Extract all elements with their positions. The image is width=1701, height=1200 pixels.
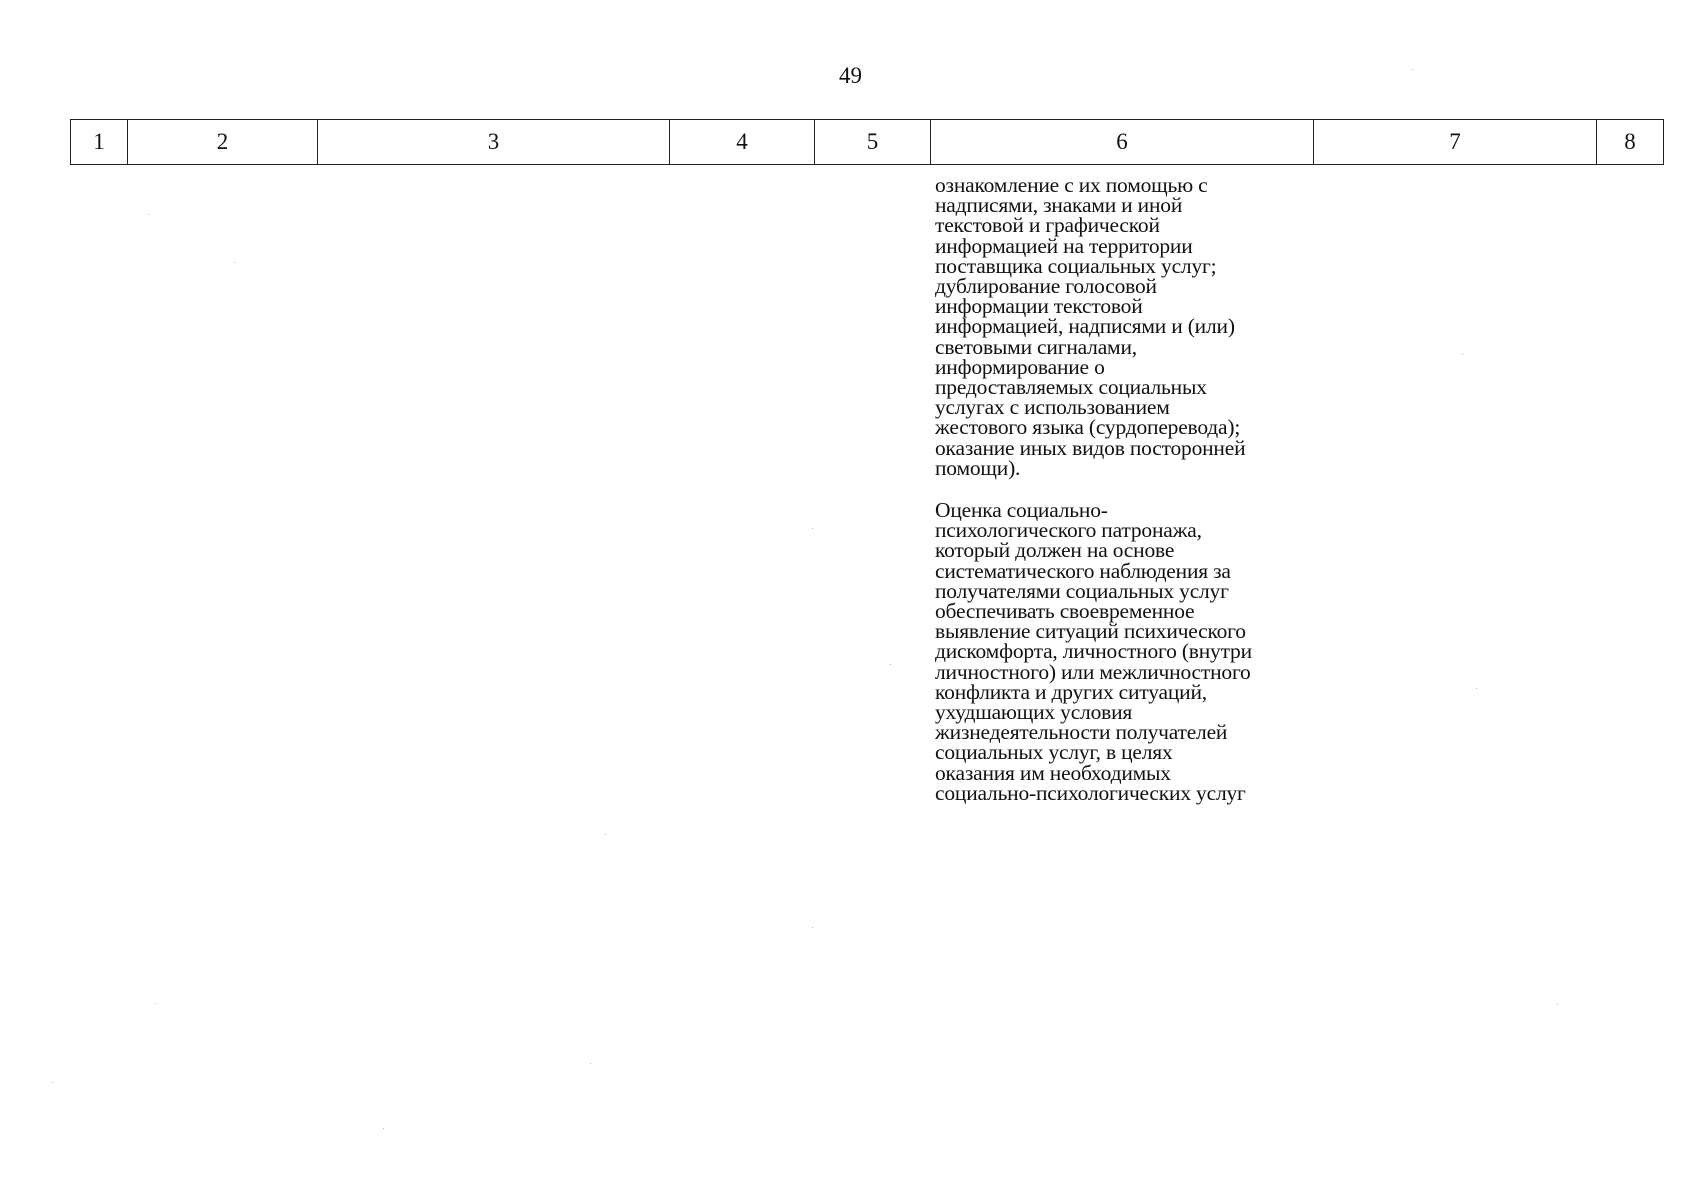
column-header-4: 4 xyxy=(670,120,815,165)
column-header-5: 5 xyxy=(815,120,931,165)
column-header-8: 8 xyxy=(1597,120,1664,165)
column-6-paragraph-2: Оценка социально- психологического патронажа, который должен на основе систематического наблюдения за получателями социальных услуг обеспечивать своевременное выявление ситуаций психического дискомфорта, личностного (внутри личностного) или межличностного конфликта и других ситуаций, ухудшающих условия жизнедеятельности получателей социальных услуг, в целях оказания им необходимых социально-психологических услуг xyxy=(935,498,1252,805)
scan-speck xyxy=(234,262,235,263)
scan-speck xyxy=(812,528,813,529)
column-6-paragraph-1: ознакомление с их помощью с надписями, знаками и иной текстовой и графической информацией на территории поставщика социальных услуг; дублирование голосовой информации текстовой информацией, надписями и (или) световыми сигналами, информирование о предоставляемых социальных услугах с использованием жестового языка (сурдоперевода); оказание иных видов посторонней помощи). xyxy=(935,173,1246,480)
scan-speck xyxy=(590,1063,591,1064)
scan-speck xyxy=(890,664,891,665)
column-header-2: 2 xyxy=(128,120,318,165)
column-header-table xyxy=(70,119,1664,165)
scan-speck xyxy=(1557,1004,1558,1005)
column-header-7: 7 xyxy=(1314,120,1597,165)
scan-speck xyxy=(52,1082,53,1083)
scan-speck xyxy=(383,1128,384,1129)
scan-speck xyxy=(148,214,149,215)
page-number: 49 xyxy=(839,63,862,88)
column-6-content xyxy=(935,175,1335,803)
scan-speck xyxy=(812,927,813,928)
column-header-3: 3 xyxy=(318,120,670,165)
scan-speck xyxy=(155,1003,156,1004)
scan-speck xyxy=(1476,688,1477,689)
header-row xyxy=(71,120,1664,165)
scan-speck xyxy=(1412,69,1413,70)
scan-speck xyxy=(605,834,606,835)
column-header-6: 6 xyxy=(931,120,1314,165)
scan-speck xyxy=(1462,354,1463,355)
column-header-1: 1 xyxy=(71,120,128,165)
